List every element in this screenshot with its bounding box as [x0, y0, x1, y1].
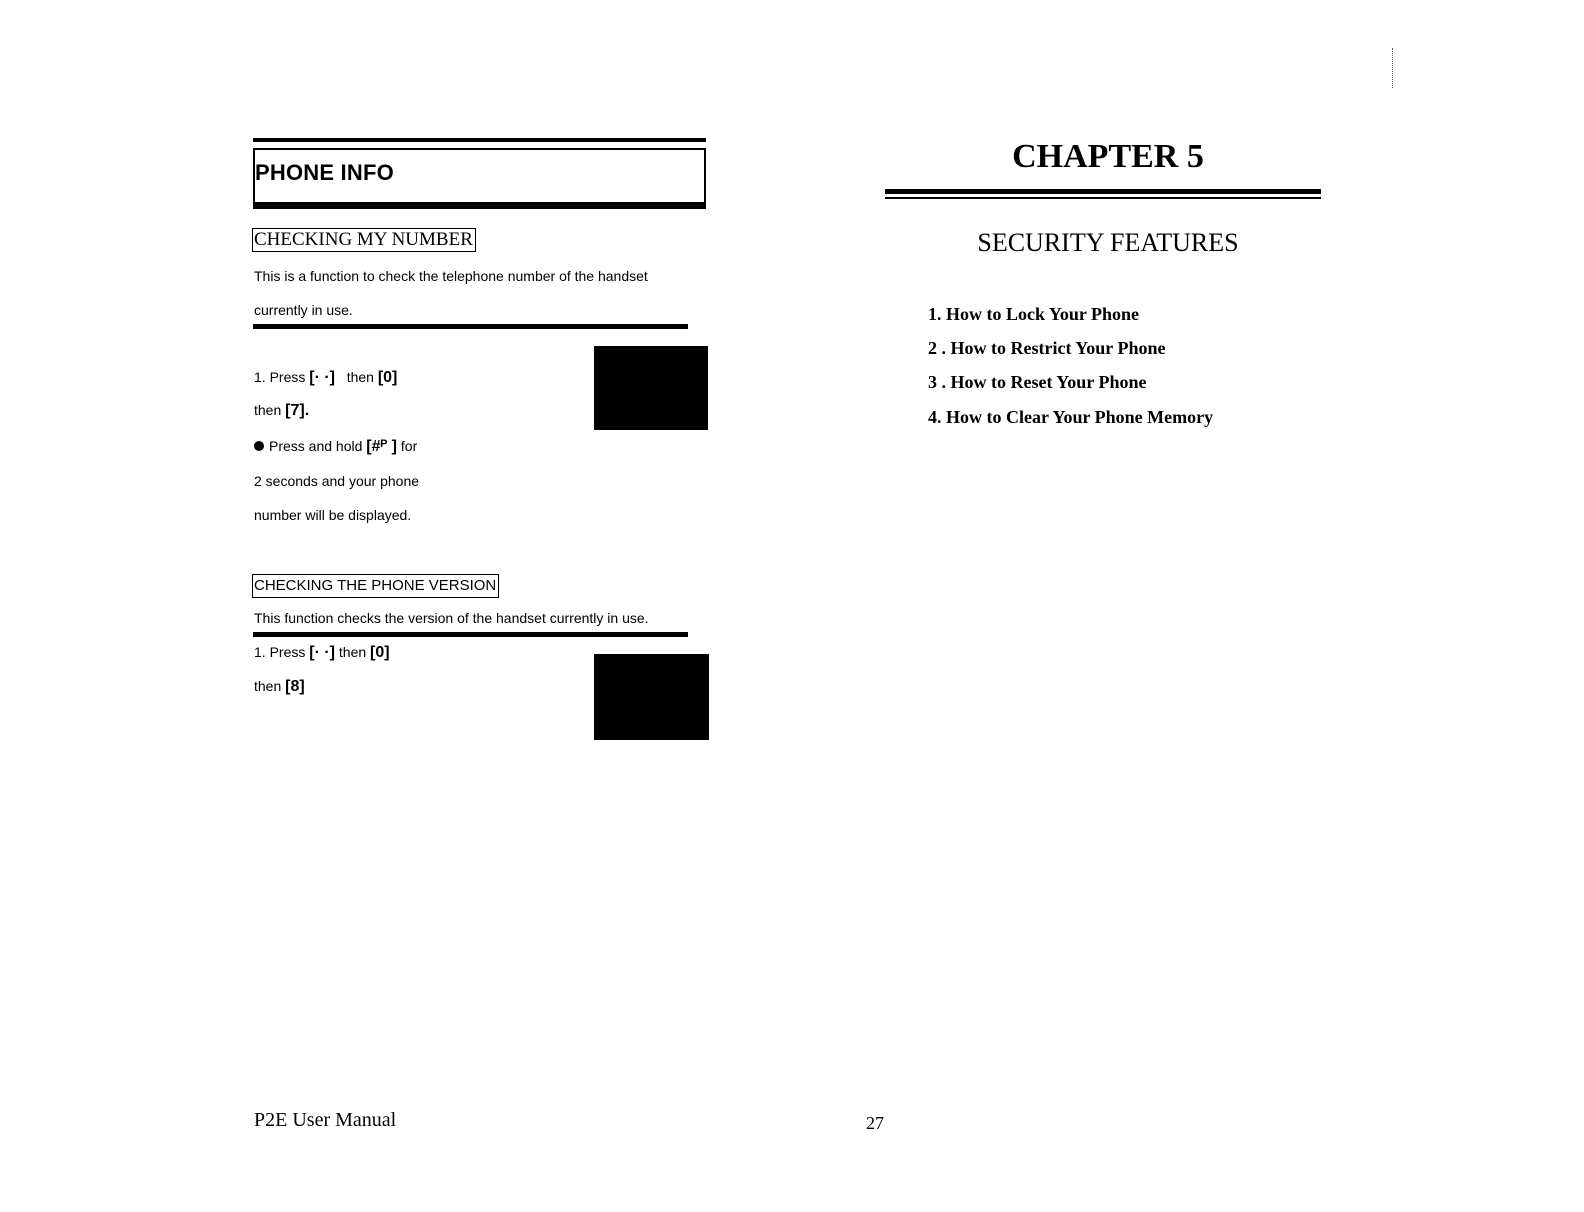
chapter-title: CHAPTER 5: [1012, 138, 1204, 175]
chapter-rule-thick: [885, 189, 1321, 194]
chapter-rule-thin: [885, 197, 1321, 199]
divider-rule: [253, 324, 688, 329]
checking-version-desc: This function checks the version of the handset currently in use.: [254, 610, 649, 626]
toc-item-clear-memory: 4. How to Clear Your Phone Memory: [928, 407, 1214, 427]
phone-display-image: [594, 346, 708, 430]
section-header: [253, 138, 706, 210]
toc-item-reset: 3 . How to Reset Your Phone: [928, 372, 1147, 392]
page-number: 27: [866, 1113, 884, 1133]
step-then: then: [254, 678, 282, 694]
checking-number-desc-line2: currently in use.: [254, 302, 353, 318]
checking-number-step1-cont: [254, 402, 309, 420]
header-rule-top: [253, 138, 706, 142]
key-8: [8]: [285, 678, 305, 695]
key-7: [7].: [285, 402, 310, 419]
checking-version-heading: CHECKING THE PHONE VERSION: [252, 574, 499, 598]
step-prefix: 1. Press: [254, 644, 306, 660]
features-title: SECURITY FEATURES: [977, 228, 1239, 257]
toc-item-restrict: 2 . How to Restrict Your Phone: [928, 338, 1166, 358]
toc-item-lock: 1. How to Lock Your Phone: [928, 304, 1140, 324]
step-prefix: 1. Press: [254, 369, 306, 385]
step-then: then: [346, 369, 374, 385]
pound-key: [#ᴾ ]: [366, 438, 398, 455]
bullet-icon: [254, 441, 264, 451]
note-prefix: Press and hold: [269, 438, 363, 454]
section-title: PHONE INFO: [255, 160, 394, 185]
checking-number-heading: CHECKING MY NUMBER: [252, 228, 476, 252]
checking-number-note: [254, 438, 417, 456]
checking-number-note-line3: number will be displayed.: [254, 507, 412, 523]
phone-display-image: [594, 654, 709, 740]
menu-key: [· ·]: [309, 369, 336, 386]
scan-marks: [1392, 48, 1399, 88]
footer-manual-name: P2E User Manual: [254, 1109, 397, 1131]
key-0: [0]: [370, 644, 390, 661]
checking-number-desc-line1: This is a function to check the telephone number of the handset: [254, 268, 648, 284]
key-0: [0]: [377, 369, 398, 386]
checking-number-step1: [254, 369, 397, 387]
checking-version-step1: [254, 644, 390, 662]
menu-key: [· ·]: [309, 644, 336, 661]
header-rule-bottom: [253, 204, 706, 209]
checking-version-step1-cont: [254, 678, 305, 696]
checking-number-note-line2: 2 seconds and your phone: [254, 473, 420, 489]
divider-rule: [253, 632, 688, 637]
note-suffix: for: [400, 438, 418, 454]
step-then: then: [254, 402, 282, 418]
step-then: then: [338, 644, 367, 660]
